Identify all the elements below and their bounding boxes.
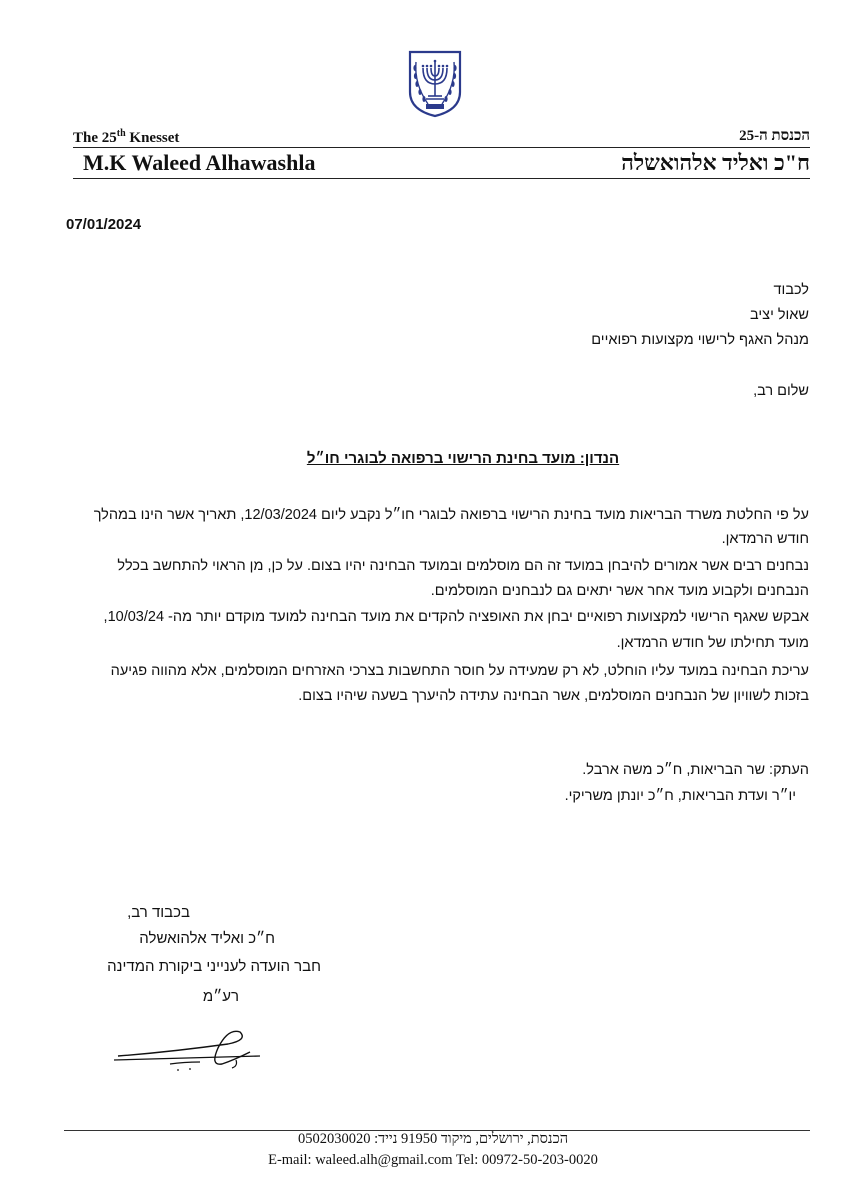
recipient-line-3: מנהל האגף לרישוי מקצועות רפואיים	[591, 332, 809, 348]
signer-title: חבר הועדה לענייני ביקורת המדינה	[107, 958, 321, 975]
body-line-6: מועד תחילתו של חודש הרמדאן.	[616, 635, 809, 651]
header-rule-top	[73, 147, 810, 148]
body-line-3: נבחנים רבים אשר אמורים להיבחן במועד זה הם מוסלמים ובמועד הבחינה יהיו בצום. על כן, מן הראוי להתחשב בכלל	[117, 558, 809, 574]
knesset-emblem-icon	[406, 48, 464, 118]
greeting: שלום רב,	[753, 383, 809, 399]
header-mk-line	[83, 150, 810, 178]
knesset-english: The 25th Knesset	[73, 128, 180, 146]
body-line-1: על פי החלטת משרד הבריאות מועד בחינת הרישוי ברפואה לבוגרי חו״ל נקבע ליום 12/03/2024, תאריך אשר הינו במהלך	[93, 507, 809, 523]
closing: בכבוד רב,	[127, 904, 190, 921]
header-knesset-line	[73, 128, 810, 148]
signer-name: ח״כ ואליד אלהואשלה	[139, 930, 275, 947]
body-line-8: בזכות לשוויון של הנבחנים המוסלמים, אשר הבחינה עתידה להיערך בשעה שיהיו בצום.	[298, 688, 809, 704]
letter-date: 07/01/2024	[66, 216, 142, 233]
copy-line-1: העתק: שר הבריאות, ח״כ משה ארבל.	[582, 762, 809, 778]
mk-name-english: M.K Waleed Alhawashla	[83, 150, 316, 175]
handwritten-signature	[110, 1022, 290, 1082]
recipient-line-1: לכבוד	[773, 282, 809, 298]
recipient-line-2: שאול יציב	[750, 307, 809, 323]
footer-address: הכנסת, ירושלים, מיקוד 91950 נייד: 0502030020	[297, 1131, 569, 1147]
body-line-7: עריכת הבחינה במועד עליו הוחלט, לא רק שמעידה על חוסר התחשבות בצרכי האזרחים המוסלמים, אלא מהווה פגיעה	[110, 663, 809, 679]
body-line-2: חודש הרמדאן.	[721, 531, 809, 547]
mk-name-hebrew: ח"כ ואליד אלהואשלה	[621, 150, 810, 175]
header-rule-bottom	[73, 178, 810, 179]
body-line-4: הנבחנים ולקבוע מועד אחר אשר יתאים גם לנבחנים המוסלמים.	[430, 583, 809, 599]
footer-contact: E-mail: waleed.alh@gmail.com Tel: 00972-50-203-0020	[268, 1152, 598, 1168]
subject-line: הנדון: מועד בחינת הרישוי ברפואה לבוגרי חו״ל	[306, 450, 620, 467]
copy-line-2: יו״ר ועדת הבריאות, ח״כ יונתן משריקי.	[564, 788, 796, 804]
body-line-5: אבקש שאגף הרישוי למקצועות רפואיים יבחן את האופציה להקדים את מועד הבחינה למועד מוקדם יותר מה- 10/03/24,	[103, 609, 809, 625]
knesset-hebrew: הכנסת ה-25	[739, 128, 810, 144]
signer-party: רע״מ	[202, 988, 239, 1005]
